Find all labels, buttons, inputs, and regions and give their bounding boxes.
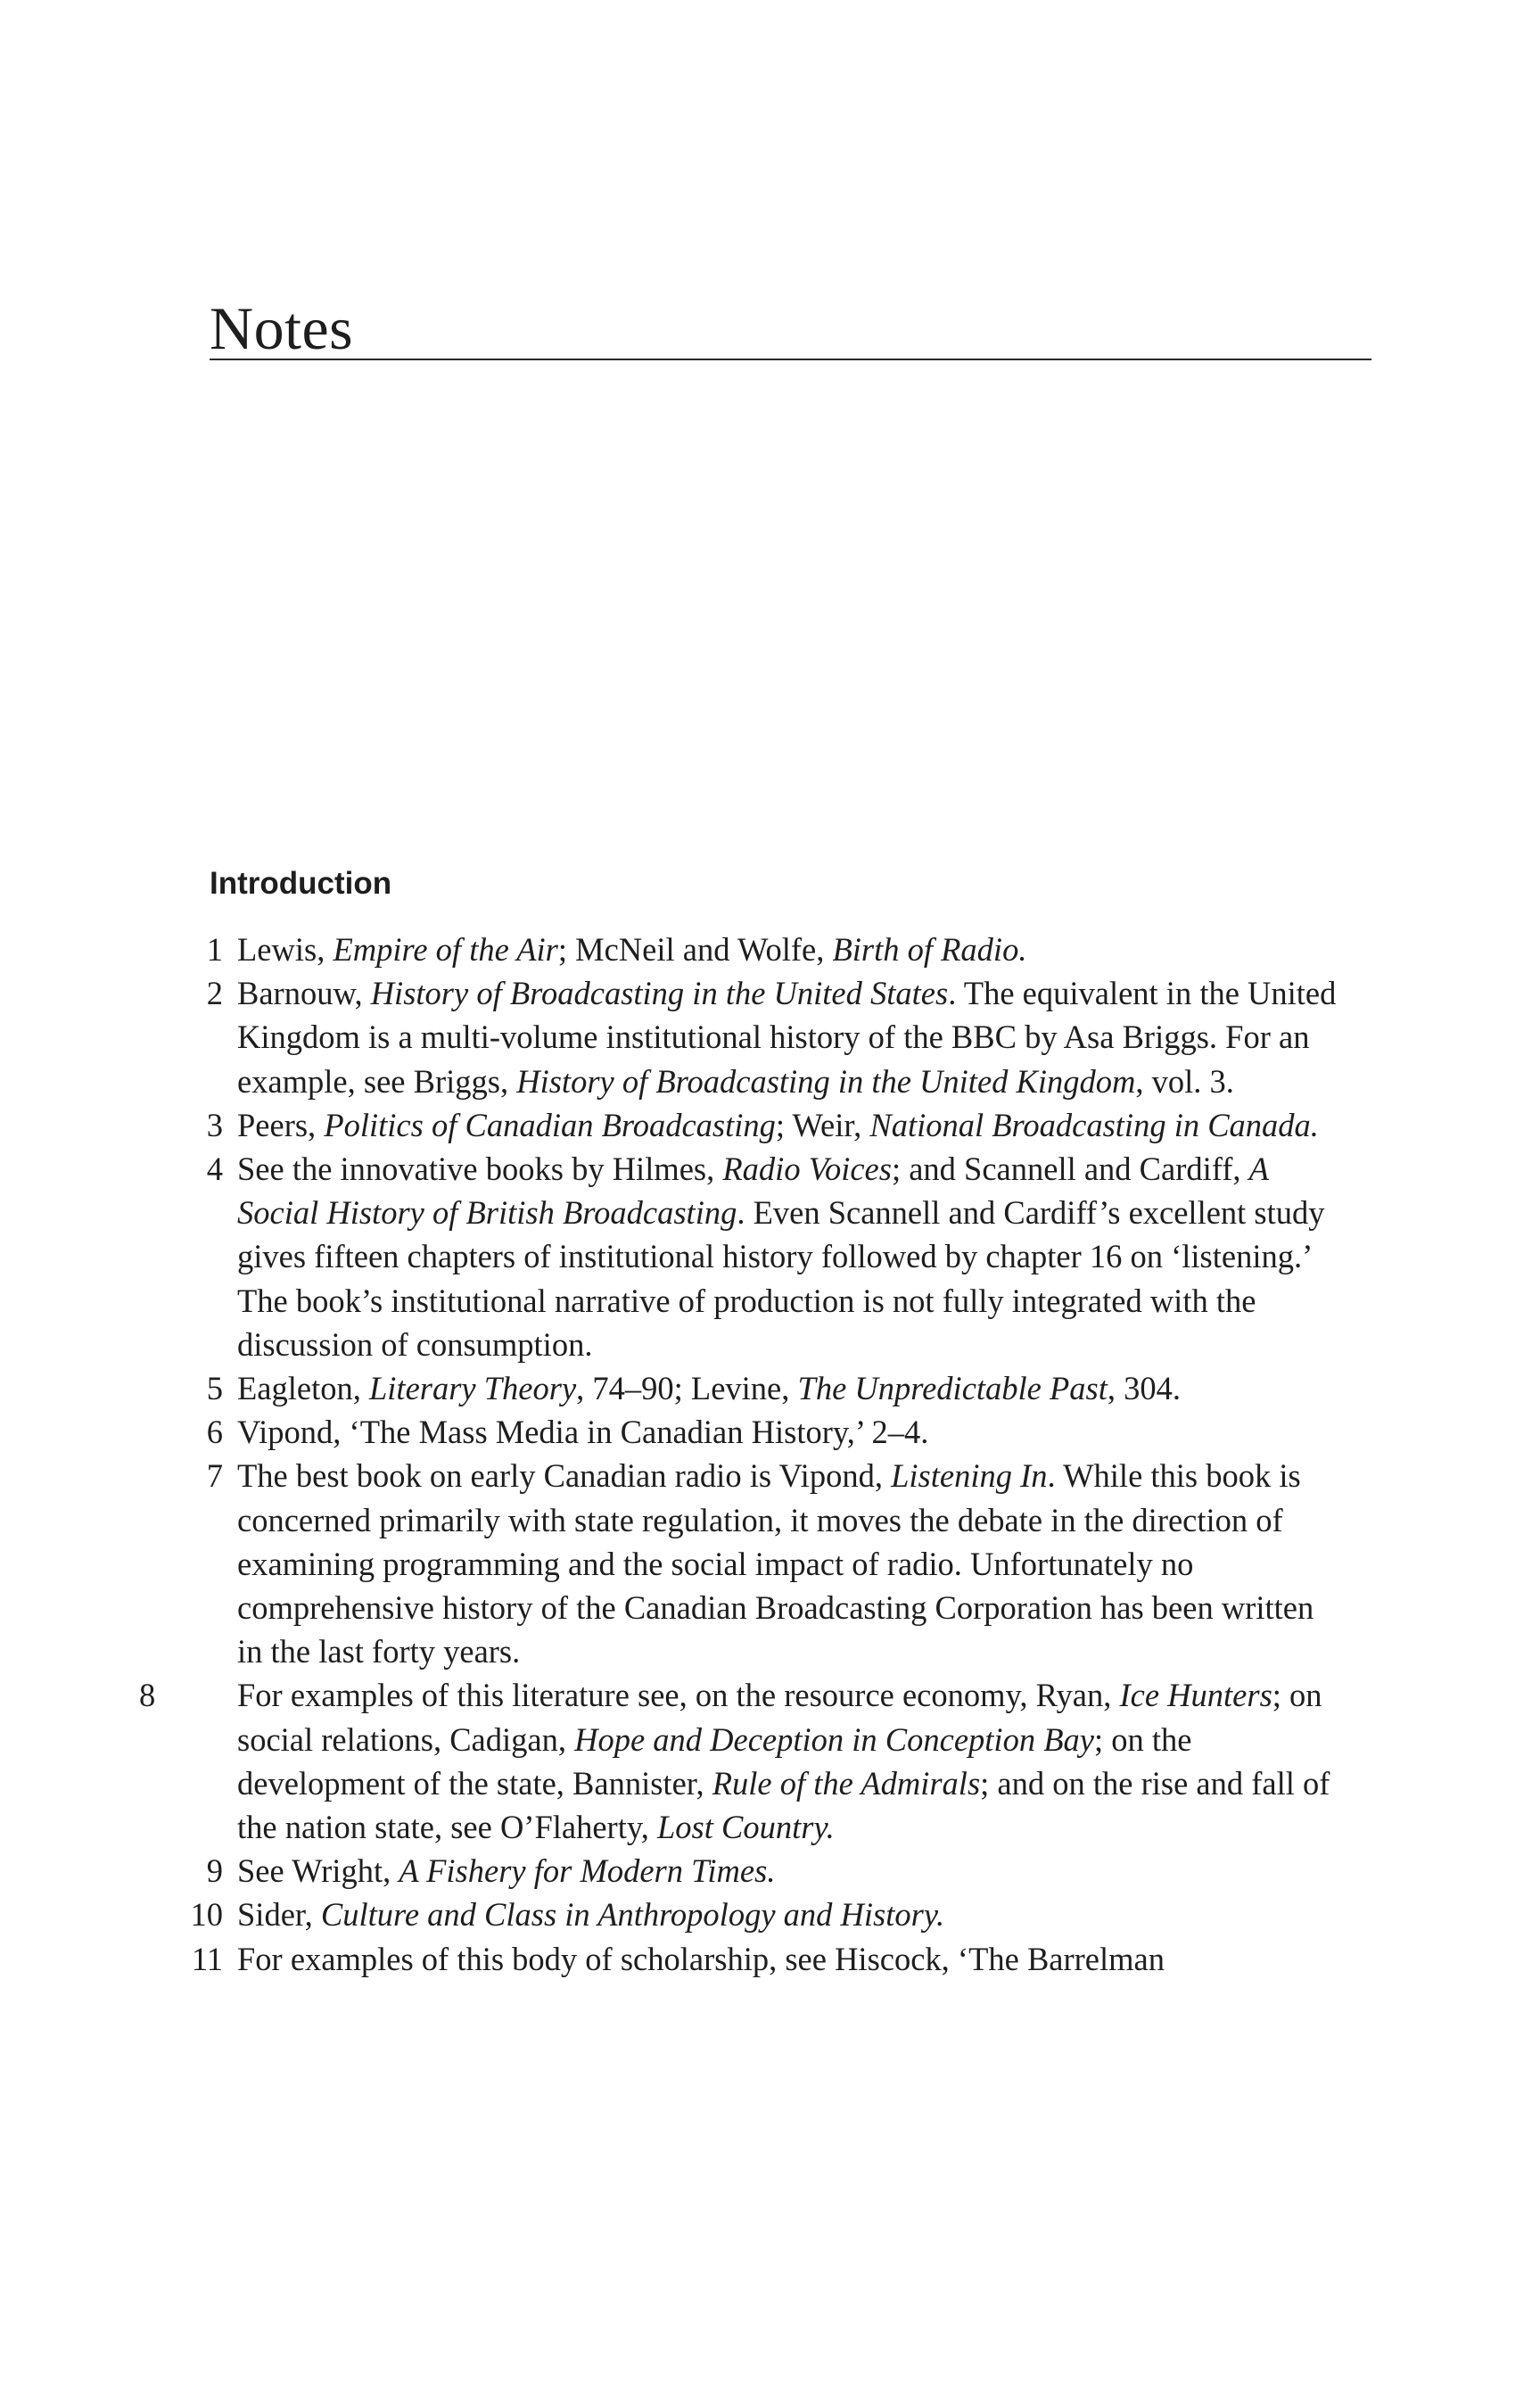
note-text-segment: Lewis,	[237, 931, 334, 968]
note-number: 5	[206, 1370, 223, 1407]
note-number: 3	[206, 1106, 223, 1143]
note-citation-title: Ice Hunters	[1119, 1677, 1272, 1714]
note-text	[237, 1893, 1343, 1936]
note-item	[139, 1673, 1409, 1849]
note-citation-title: Empire of the Air	[333, 931, 558, 968]
note-number: 10	[190, 1896, 223, 1934]
note-citation-title: History of Broadcasting in the United States	[370, 975, 949, 1012]
note-text	[237, 1673, 1343, 1849]
notes-list	[139, 928, 1409, 1981]
note-text-segment: , vol. 3.	[1135, 1062, 1234, 1100]
note-item	[161, 1893, 1409, 1936]
page-title: Notes	[210, 293, 354, 362]
note-item	[161, 1366, 1409, 1410]
note-text-segment: See Wright,	[237, 1852, 399, 1890]
note-citation-title: National Broadcasting in Canada.	[869, 1106, 1319, 1143]
note-text-segment: ; and Scannell and Cardiff,	[891, 1151, 1249, 1188]
note-item	[161, 1849, 1409, 1893]
title-divider	[210, 359, 1371, 360]
note-text-segment: Vipond, ‘The Mass Media in Canadian History,’ 2–4.	[237, 1414, 929, 1451]
note-text-segment: . While this book is concerned primarily with state regulation, it moves the debate in the direction of examining programming and the social impact of radio. Unfortunately no comprehensive history of the Canadian Broadcasting Corporation has been written in the last forty years.	[237, 1457, 1314, 1670]
note-number: 8	[139, 1677, 156, 1714]
note-text-segment: See the innovative books by Hilmes,	[237, 1151, 723, 1188]
note-text-segment: , 304.	[1107, 1370, 1182, 1407]
note-item	[161, 1147, 1409, 1366]
note-text	[237, 1849, 1343, 1893]
note-citation-title: Radio Voices	[722, 1151, 892, 1188]
note-text-segment: Peers,	[237, 1106, 325, 1143]
note-text-segment: ; and on the rise and fall of the nation state, see O’Flaherty,	[237, 1764, 1330, 1846]
note-citation-title: A Fishery for Modern Times.	[399, 1852, 776, 1890]
note-number: 7	[206, 1457, 223, 1495]
note-text-segment: For examples of this literature see, on the resource economy, Ryan,	[237, 1677, 1120, 1714]
note-citation-title: Culture and Class in Anthropology and History.	[320, 1896, 945, 1934]
note-citation-title: Literary Theory	[368, 1370, 577, 1407]
note-text-segment: ; on social relations, Cadigan,	[237, 1677, 1322, 1758]
note-text-segment: . The equivalent in the United Kingdom is a multi-volume institutional history of the BBC by Asa Briggs. For an example, see Briggs,	[237, 975, 1337, 1100]
note-text	[237, 971, 1343, 1103]
note-citation-title: Birth of Radio.	[832, 931, 1027, 968]
note-text-segment: Sider,	[237, 1896, 321, 1934]
note-text-segment: For examples of this body of scholarship, see Hiscock, ‘The Barrelman	[237, 1940, 1165, 1977]
note-citation-title: Rule of the Admirals	[712, 1764, 981, 1802]
note-text	[237, 1410, 1343, 1454]
note-item	[161, 1410, 1409, 1454]
note-text-segment: Barnouw,	[237, 975, 371, 1012]
note-number: 11	[191, 1940, 223, 1977]
note-citation-title: Hope and Deception in Conception Bay	[574, 1720, 1094, 1758]
note-item	[161, 971, 1409, 1103]
note-item	[161, 1454, 1409, 1673]
note-citation-title: A Social History of British Broadcasting	[237, 1151, 1269, 1232]
note-text-segment: The best book on early Canadian radio is Vipond,	[237, 1457, 892, 1495]
note-text	[237, 1147, 1343, 1366]
note-number: 4	[206, 1151, 223, 1188]
note-text	[237, 1103, 1343, 1147]
note-item	[161, 1103, 1409, 1147]
note-text-segment: Eagleton,	[237, 1370, 369, 1407]
note-text	[237, 1366, 1343, 1410]
note-number: 1	[206, 931, 223, 968]
note-item	[161, 1937, 1409, 1981]
note-text	[237, 928, 1343, 971]
note-number: 9	[206, 1852, 223, 1890]
note-text-segment: , 74–90; Levine,	[576, 1370, 798, 1407]
note-text-segment: ; Weir,	[775, 1106, 870, 1143]
note-item	[161, 928, 1409, 971]
note-citation-title: Listening In	[891, 1457, 1048, 1495]
note-citation-title: The Unpredictable Past	[797, 1370, 1108, 1407]
note-text	[237, 1937, 1343, 1981]
note-text-segment: ; on the development of the state, Bannister,	[237, 1720, 1192, 1802]
note-text	[237, 1454, 1343, 1673]
note-citation-title: Lost Country.	[656, 1809, 835, 1846]
note-number: 6	[206, 1414, 223, 1451]
note-citation-title: History of Broadcasting in the United Kingdom	[516, 1062, 1136, 1100]
note-text-segment: . Even Scannell and Cardiff’s excellent study gives fifteen chapters of institutional history followed by chapter 16 on ‘listening.’ The book’s institutional narrative of production is not fully integrated with the discussion of consumption.	[237, 1194, 1325, 1363]
note-text-segment: ; McNeil and Wolfe,	[557, 931, 833, 968]
section-heading: Introduction	[210, 866, 392, 902]
note-number: 2	[206, 975, 223, 1012]
note-citation-title: Politics of Canadian Broadcasting	[324, 1106, 776, 1143]
